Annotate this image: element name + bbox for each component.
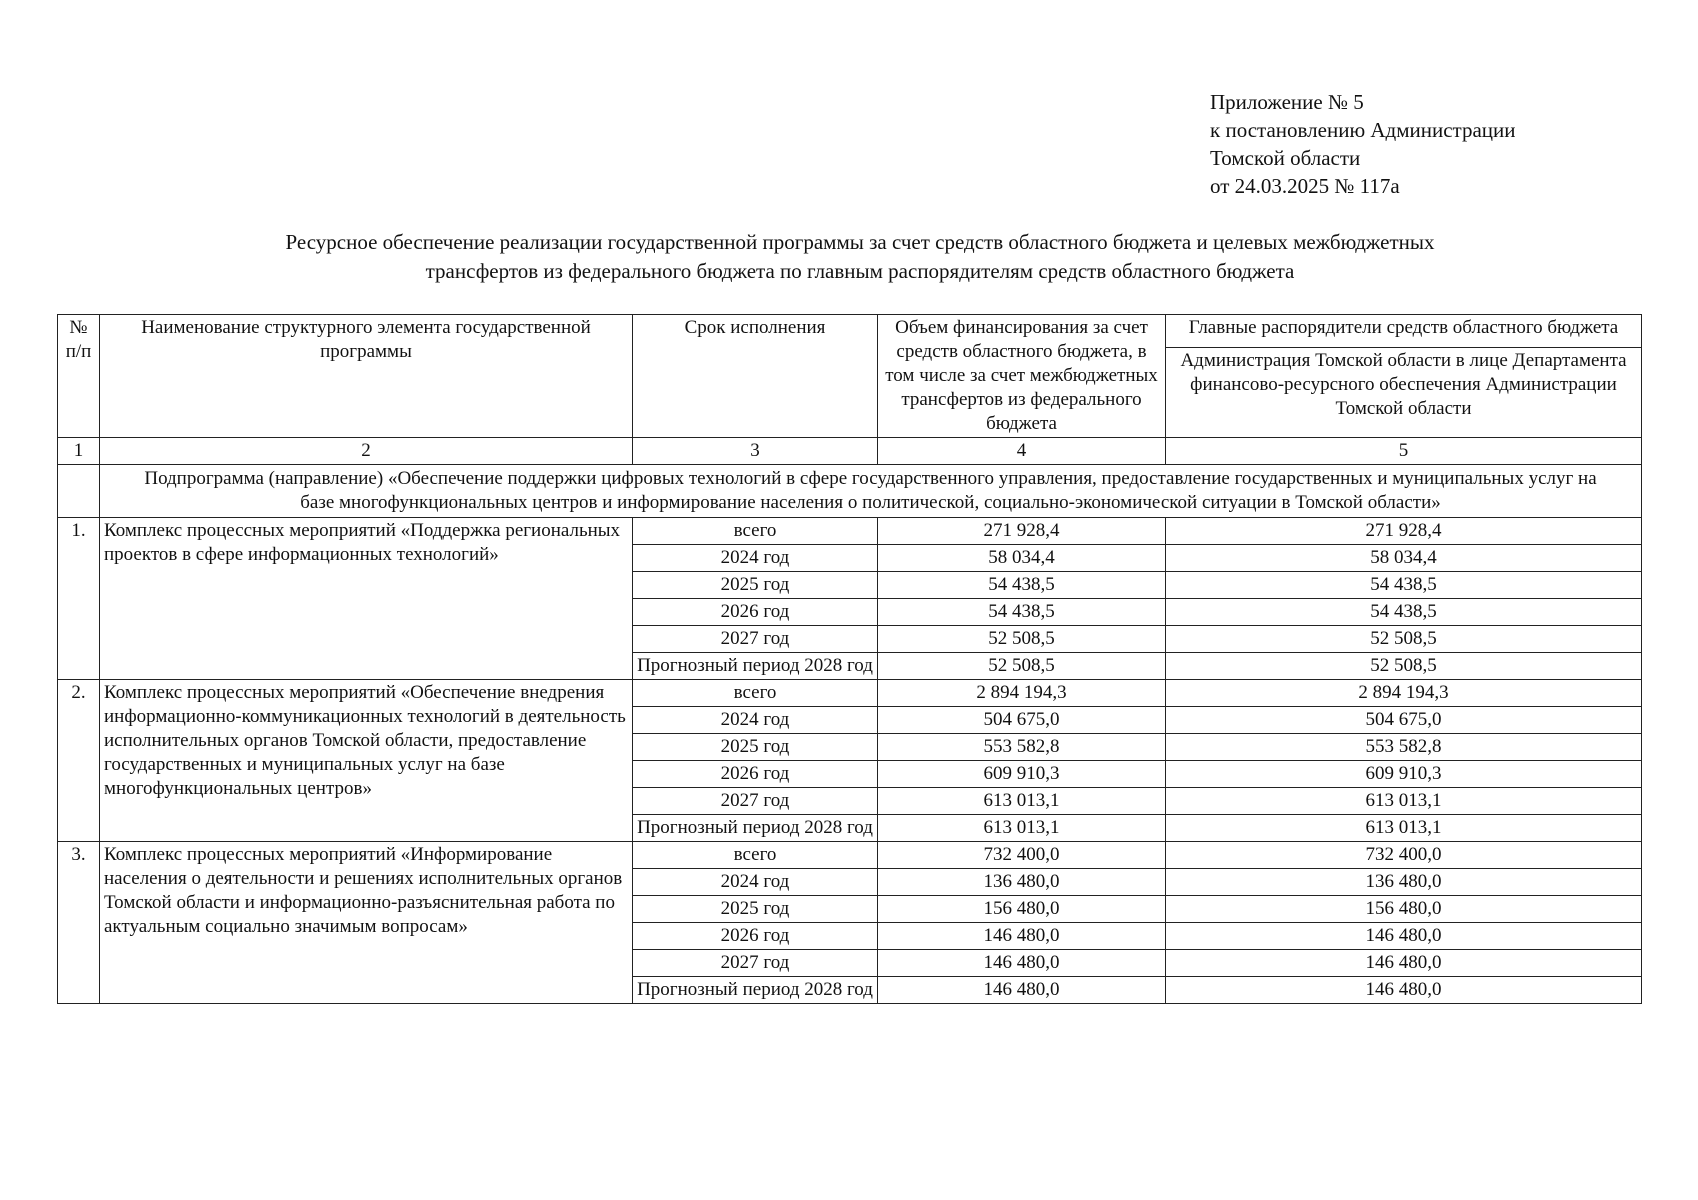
resource-table — [57, 314, 1642, 1004]
col-number: 2 — [100, 438, 633, 465]
cell-volume: 146 480,0 — [878, 923, 1166, 950]
cell-period: 2026 год — [633, 923, 878, 950]
col-number: 3 — [633, 438, 878, 465]
header-volume: Объем финансирования за счет средств областного бюджета, в том числе за счет межбюджетных трансфертов из федерального бюджета — [878, 315, 1166, 438]
appendix-line: к постановлению Администрации — [1210, 118, 1516, 142]
cell-period: 2025 год — [633, 572, 878, 599]
cell-volume: 146 480,0 — [878, 950, 1166, 977]
appendix-block — [1210, 88, 1516, 200]
cell-admin: 2 894 194,3 — [1166, 680, 1642, 707]
header-num: № п/п — [58, 315, 100, 438]
column-numbers-row — [58, 438, 1642, 465]
row-number: 3. — [58, 842, 100, 1004]
cell-admin: 553 582,8 — [1166, 734, 1642, 761]
header-admin: Администрация Томской области в лице Департамента финансово-ресурсного обеспечения Администрации Томской области — [1166, 347, 1642, 437]
cell-period: 2026 год — [633, 761, 878, 788]
cell-admin: 504 675,0 — [1166, 707, 1642, 734]
appendix-line: от 24.03.2025 № 117а — [1210, 174, 1400, 198]
subprogram-empty-cell — [58, 465, 100, 518]
cell-admin: 732 400,0 — [1166, 842, 1642, 869]
cell-admin: 54 438,5 — [1166, 599, 1642, 626]
cell-period: 2025 год — [633, 896, 878, 923]
cell-period: 2027 год — [633, 788, 878, 815]
cell-period: всего — [633, 842, 878, 869]
cell-admin: 146 480,0 — [1166, 977, 1642, 1004]
appendix-line: Приложение № 5 — [1210, 90, 1364, 114]
cell-volume: 58 034,4 — [878, 545, 1166, 572]
table-row — [58, 680, 1642, 707]
cell-admin: 146 480,0 — [1166, 923, 1642, 950]
cell-volume: 504 675,0 — [878, 707, 1166, 734]
element-name: Комплекс процессных мероприятий «Информирование населения о деятельности и решениях исполнительных органов Томской области и информационно-разъяснительная работа по актуальным социально значимым вопросам» — [100, 842, 633, 1004]
header-row — [58, 315, 1642, 348]
header-managers: Главные распорядители средств областного бюджета — [1166, 315, 1642, 348]
col-number: 5 — [1166, 438, 1642, 465]
cell-period: 2027 год — [633, 626, 878, 653]
cell-admin: 146 480,0 — [1166, 950, 1642, 977]
cell-period: Прогнозный период 2028 год — [633, 815, 878, 842]
cell-volume: 609 910,3 — [878, 761, 1166, 788]
cell-volume: 136 480,0 — [878, 869, 1166, 896]
element-name: Комплекс процессных мероприятий «Поддержка региональных проектов в сфере информационных технологий» — [100, 518, 633, 680]
subprogram-row — [58, 465, 1642, 518]
table-row — [58, 842, 1642, 869]
cell-period: 2027 год — [633, 950, 878, 977]
cell-period: 2026 год — [633, 599, 878, 626]
cell-volume: 54 438,5 — [878, 572, 1166, 599]
cell-volume: 2 894 194,3 — [878, 680, 1166, 707]
cell-period: Прогнозный период 2028 год — [633, 653, 878, 680]
cell-admin: 156 480,0 — [1166, 896, 1642, 923]
col-number: 4 — [878, 438, 1166, 465]
cell-volume: 54 438,5 — [878, 599, 1166, 626]
cell-volume: 146 480,0 — [878, 977, 1166, 1004]
cell-admin: 52 508,5 — [1166, 626, 1642, 653]
cell-admin: 136 480,0 — [1166, 869, 1642, 896]
document-title — [60, 228, 1660, 286]
cell-admin: 271 928,4 — [1166, 518, 1642, 545]
header-term: Срок исполнения — [633, 315, 878, 438]
cell-period: 2025 год — [633, 734, 878, 761]
document-title-line2: трансфертов из федерального бюджета по главным распорядителям средств областного бюджета — [425, 259, 1295, 283]
cell-admin: 54 438,5 — [1166, 572, 1642, 599]
cell-admin: 613 013,1 — [1166, 788, 1642, 815]
cell-volume: 553 582,8 — [878, 734, 1166, 761]
header-name: Наименование структурного элемента государственной программы — [100, 315, 633, 438]
cell-volume: 613 013,1 — [878, 815, 1166, 842]
cell-admin: 613 013,1 — [1166, 815, 1642, 842]
cell-volume: 52 508,5 — [878, 653, 1166, 680]
appendix-line: Томской области — [1210, 146, 1361, 170]
cell-volume: 52 508,5 — [878, 626, 1166, 653]
cell-volume: 613 013,1 — [878, 788, 1166, 815]
cell-period: 2024 год — [633, 707, 878, 734]
cell-admin: 58 034,4 — [1166, 545, 1642, 572]
subprogram-title: Подпрограмма (направление) «Обеспечение поддержки цифровых технологий в сфере государственного управления, предоставление государственных и муниципальных услуг на базе многофункциональных центров и информирование населения о политической, социально-экономической ситуации в Томской области» — [100, 465, 1642, 518]
row-number: 2. — [58, 680, 100, 842]
cell-volume: 732 400,0 — [878, 842, 1166, 869]
cell-period: 2024 год — [633, 545, 878, 572]
cell-period: 2024 год — [633, 869, 878, 896]
cell-period: всего — [633, 680, 878, 707]
cell-volume: 156 480,0 — [878, 896, 1166, 923]
cell-admin: 52 508,5 — [1166, 653, 1642, 680]
col-number: 1 — [58, 438, 100, 465]
cell-period: Прогнозный период 2028 год — [633, 977, 878, 1004]
document-title-line1: Ресурсное обеспечение реализации государственной программы за счет средств областного бюджета и целевых межбюджетных — [285, 230, 1435, 254]
element-name: Комплекс процессных мероприятий «Обеспечение внедрения информационно-коммуникационных технологий в деятельность исполнительных органов Томской области, предоставление государственных и муниципальных услуг на базе многофункциональных центров» — [100, 680, 633, 842]
cell-volume: 271 928,4 — [878, 518, 1166, 545]
cell-period: всего — [633, 518, 878, 545]
cell-admin: 609 910,3 — [1166, 761, 1642, 788]
row-number: 1. — [58, 518, 100, 680]
table-row — [58, 518, 1642, 545]
